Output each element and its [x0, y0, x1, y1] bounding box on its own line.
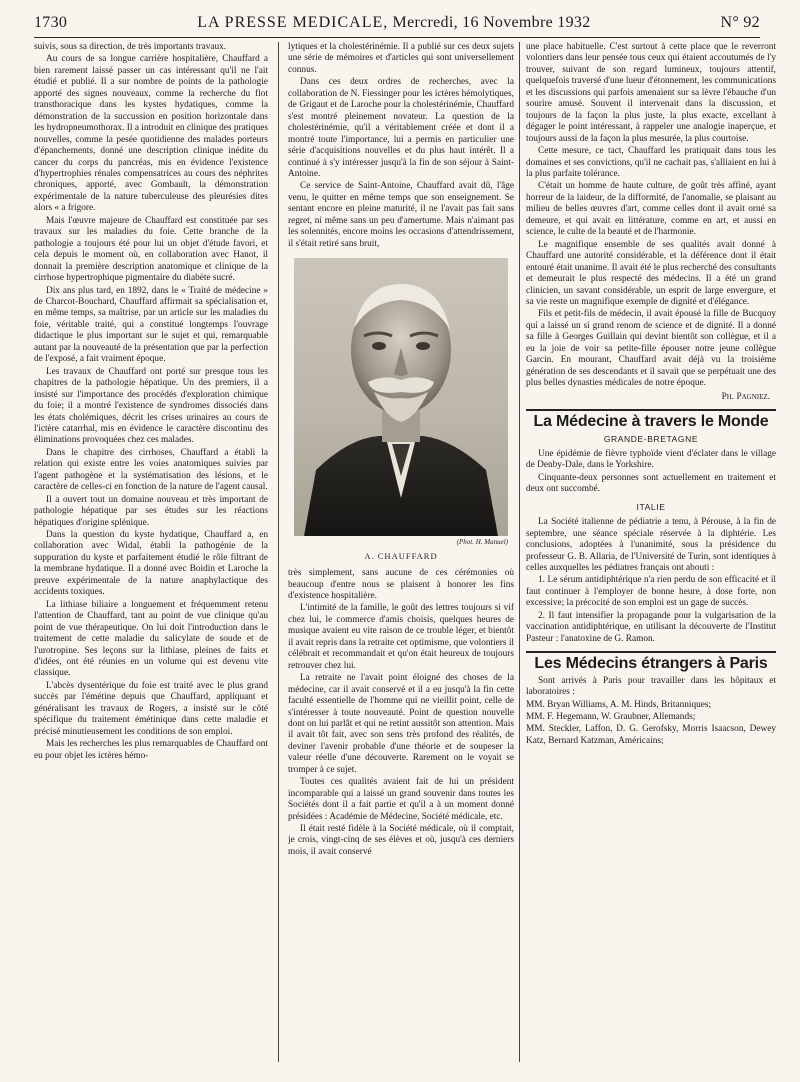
paragraph: L'intimité de la famille, le goût des lettres toujours si vif chez lui, le commerce d'amis choisis, quelques heures de musique avaient eu vite raison de ce trouble léger, et bientôt il avait repris dans la retraite cet optimisme, que volontiers il célébrait et recommandait et qu'on était heureux de toujours retrouver chez lui. [288, 603, 514, 671]
paragraph: Il était resté fidèle à la Société médicale, où il comptait, je crois, vingt-cinq de ses élèves et où, jusqu'à ces derniers mois, il avait conservé [288, 824, 514, 857]
names-list [526, 700, 776, 748]
issue-number: N° 92 [720, 14, 760, 31]
column-divider [278, 42, 279, 1062]
paragraph: Fils et petit-fils de médecin, il avait épousé la fille de Bucquoy qui a laissé un si grand renom de science et de dignité. Il a donné sa fille à Georges Guillain qui devint bientôt son collègue, et il a eu la joie de voir sa petite-fille épouser notre jeune collègue Garcin. En mourant, Chauffard avait déjà vu la troisième génération de ses descendants et il savait que se perpétuait une des plus belles dynasties médicales de notre époque. [526, 309, 776, 389]
paragraph: lytiques et la cholestérinémie. Il a publié sur ces deux sujets une série de mémoires et d'articles qui sont universellement connus. [288, 42, 514, 75]
column-divider [519, 42, 520, 1062]
list-item: MM. Steckler, Laffon, D. G. Gerofsky, Morris Isaacson, Dewey Katz, Bernard Katzman, Américains; [526, 724, 776, 746]
paragraph: La Société italienne de pédiatrie a tenu, à Pérouse, à la fin de septembre, une séance spéciale réservée à la diphtérie. Les conclusions, adoptées à l'unanimité, sous la présidence du professeur G. B. Allaria, de l'Université de Turin, sont identiques à celles auxquelles les pédiatres français ont abouti : [526, 517, 776, 574]
photo-caption: A. CHAUFFARD [364, 550, 438, 561]
section-title: Les Médecins étrangers à Paris [534, 655, 768, 673]
portrait-illustration [294, 258, 508, 536]
paragraph: Ce service de Saint-Antoine, Chauffard avait dû, l'âge venu, le quitter en même temps que son enseignement. Se sentant encore en pleine maturité, il ne l'avait pas fait sans regret, ni même sans un peu d'amertume. Mais n'aimant pas les solennités, encore moins les occasions d'attendrissement, il s'était retiré sans bruit, [288, 181, 514, 249]
paragraph: Le magnifique ensemble de ses qualités avait donné à Chauffard une autorité considérable, et la déférence dont il était entouré était unanime. Il avait été le plus recherché des consultants et demeurait le plus respecté des médecins. Il a été un grand clinicien, un savant considérable, un esprit de large envergure, et sa vie reste un magnifique exemple de dignité et d'élégance. [526, 239, 776, 307]
paragraph: 1. Le sérum antidiphtérique n'a rien perdu de son efficacité et il faut continuer à l'employer de bonne heure, à dose forte, non excessive; la précocité de son emploi est un gage de succès. [526, 575, 776, 609]
paragraph: Une épidémie de fièvre typhoïde vient d'éclater dans le village de Denby-Dale, dans le Yorkshire. [526, 448, 776, 471]
page-number: 1730 [34, 14, 68, 31]
issue-date: Mercredi, 16 Novembre 1932 [392, 14, 591, 31]
paragraph: La lithiase biliaire a longuement et fréquemment retenu l'attention de Chauffard, tant au point de vue clinique qu'au point de vue thérapeutique. On lui doit l'introduction dans le traitement de cette maladie du salicylate de soude et de l'urotropine. Ses leçons sur la lithiase, pleines de faits et d'idées, ont été réunies en un volume qui est devenu vite classique. [34, 599, 268, 679]
subsection-title: ITALIE [636, 501, 666, 512]
paragraph: Cette mesure, ce tact, Chauffard les pratiquait dans tous les domaines et ses convictions, qu'il ne cachait pas, s'alliaient en lui à la plus parfaite tolérance. [526, 146, 776, 179]
paragraph: Dans ces deux ordres de recherches, avec la collaboration de N. Fiessinger pour les ictères hémolytiques, de Grigaut et de Laroche pour la cholestérinémie, Chauffard s'est montré pleinement novateur. La question de la cholestérinémie, qu'il a véritablement créée et dont il a montré toute l'importance, lui a permis en particulier une série d'acquisitions nouvelles et du plus haut intérêt. Il a continué à s'y intéresser jusqu'à la fin de son séjour à Saint-Antoine. [288, 77, 514, 179]
list-item: MM. F. Hegemann, W. Graubner, Allemands; [526, 712, 696, 723]
paragraph: Toutes ces qualités avaient fait de lui un président incomparable qui a laissé un grand souvenir dans toutes les Sociétés dont il a fait partie et qu'il a à un moment donné présidées : Académie de Médecine, Société médicale, etc. [288, 777, 514, 822]
paragraph: Dix ans plus tard, en 1892, dans le « Traité de médecine » de Charcot-Bouchard, Chauffard affirmait sa spécialisation et, en même temps, sa maîtrise, par un article sur les maladies du foie, véritable traité, qui a constitué longtemps l'ouvrage didactique le plus important sur le sujet et qui, remarquable autant par la nouveauté de la présentation que par la perfection de l'exposé, a fait vraiment époque. [34, 285, 268, 365]
list-item: MM. Bryan Williams, A. M. Hinds, Britanniques; [526, 699, 712, 710]
paragraph: Dans la question du kyste hydatique, Chauffard a, en collaboration avec Widal, établi la pathogénie de la suppuration du kyste et parfaitement étudié le rôle filtrant de la membrane hydatique. Il a donné avec Boidin et Laroche la preuve expérimentale de la nature anaphylactique des accidents toxiques. [34, 530, 268, 598]
section-rule [526, 409, 776, 411]
paragraph: Mais les recherches les plus remarquables de Chauffard ont eu pour objet les ictères hémo- [34, 739, 268, 761]
header-rule [34, 37, 760, 38]
journal-name: LA PRESSE MEDICALE, [197, 14, 389, 31]
section-rule [526, 651, 776, 653]
paragraph: très simplement, sans aucune de ces cérémonies où beaucoup d'entre nous se plaisent à honorer les fins d'existence hospitalière. [288, 568, 514, 601]
paragraph: 2. Il faut intensifier la propagande pour la vulgarisation de la vaccination antidiphtérique, en utilisant la découverte de l'Institut Pasteur : l'anatoxine de G. Ramon. [526, 610, 776, 644]
paragraph: Il a ouvert tout un domaine nouveau et très important de pathologie hépatique par ses études sur les réactions hépatiques d'origine splénique. [34, 494, 268, 528]
paragraph: Les travaux de Chauffard ont porté sur presque tous les chapitres de la pathologie hépatique. Un des premiers, il a insisté sur l'importance des procédés d'exploration chimique du foie; il a montré l'existence de syndromes dissociés dans les états cholémiques, décrit les crises urinaires au cours de l'ictère catarrhal, mis en évidence le caractère discontinu des éliminations provoquées chez ces malades. [34, 366, 268, 446]
paragraph: C'était un homme de haute culture, de goût très affiné, ayant horreur de la laideur, de la difformité, de l'anomalie, se plaisant au milieu de belles œuvres d'art, comme celles dont il avait orné sa demeure, et qui avait en littérature, comme en art, et aussi en science, le culte de la beauté et de l'harmonie. [526, 181, 776, 238]
author-signature: Ph. Pagniez. [721, 391, 770, 402]
portrait-photo [294, 258, 508, 536]
paragraph: Cinquante-deux personnes sont actuellement en traitement et deux ont succombé. [526, 472, 776, 495]
section-title: La Médecine à travers le Monde [533, 413, 769, 431]
paragraph: La retraite ne l'avait point éloigné des choses de la médecine, car il avait conservé et il a eu jusqu'à la fin cette faculté essentielle de l'homme qui ne vieillit point, celle de s'intéresser à toute nouveauté. Point de question nouvelle dont on lui parlât et qui ne retint aussitôt son attention. Mais il avait tôt fait, avec son sens très profond des réalités, de deviner l'avenir probable d'une théorie et de soupeser la valeur réelle d'une découverte. Rarement on le voyait se tromper à ce sujet. [288, 673, 514, 775]
paragraph: Sont arrivés à Paris pour travailler dans les hôpitaux et laboratoires : [526, 675, 776, 698]
column-3 [526, 42, 776, 1068]
page-header [34, 10, 760, 36]
column-1 [34, 42, 268, 1068]
photo-credit: (Phot. H. Manuel) [456, 538, 508, 547]
column-2 [288, 42, 514, 1068]
paragraph: Mais l'œuvre majeure de Chauffard est constituée par ses travaux sur les maladies du foie. Cette branche de la pathologie a toujours été pour lui un objet d'étude favori, et cela depuis le moment où, en collaboration avec Hanot, il donnait la première description anatomique et clinique de la cirrhose hypertrophique pigmentaire du diabète sucré. [34, 215, 268, 284]
paragraph: une place habituelle. C'est surtout à cette place que le reverront volontiers dans leur pensée tous ceux qui étaient accoutumés de l'y trouver, suivant de son regard lumineux, toujours attentif, quelquefois traversé d'une lueur d'étonnement, les communications et les discussions qui parfois amenaient sur sa lèvre l'ébauche d'un sourire amusé. Souvent il intervenait dans la discussion, et toujours de la façon la plus juste, la plus exacte, excellant à dégager le point intéressant, à rappeler une analogie inaperçue, et toujours aussi de la façon la plus mesurée, la plus courtoise. [526, 42, 776, 144]
portrait-figure [294, 258, 508, 562]
paragraph: Au cours de sa longue carrière hospitalière, Chauffard a bien rarement laissé passer un cas intéressant qu'il ne l'ait étudié et publié. Il a sur nombre de points de la pathologie apporté des signes nouveaux, comme la recherche du flot transthoracique dans les kystes hydatiques, comme la démonstration de la succussion en position horizontale dans les hydropneumothorax. Il a introduit en clinique des pratiques nouvelles, comme la pesée quotidienne des malades porteurs d'épanchements, donné une description clinique inédite du cancer du corps du pancréas, mis en évidence l'existence d'hypertrophies rénales compensatrices au cours des néphrites chroniques, apporté, avec Gombault, la démonstration expérimentale de la nature tuberculeuse des pleurésies dites alors « a frigore. [34, 54, 268, 214]
paragraph: suivis, sous sa direction, de très importants travaux. [34, 42, 227, 52]
subsection-title: GRANDE-BRETAGNE [603, 433, 699, 444]
paragraph: L'abcès dysentérique du foie est traité avec le plus grand succès par l'émétine depuis que Chauffard, appliquant et généralisant les travaux de Rogers, a insisté sur le côté spécifique du traitement émétinique dans cette maladie et précisé minutieusement les conditions de son emploi. [34, 680, 268, 737]
paragraph: Dans le chapitre des cirrhoses, Chauffard a établi la relation qui existe entre les voies anatomiques suivies par l'agent pathogène et la systématisation des lésions, et le caractère de celles-ci en fonction de la nature de l'agent causal. [34, 447, 268, 493]
journal-title [197, 14, 590, 32]
